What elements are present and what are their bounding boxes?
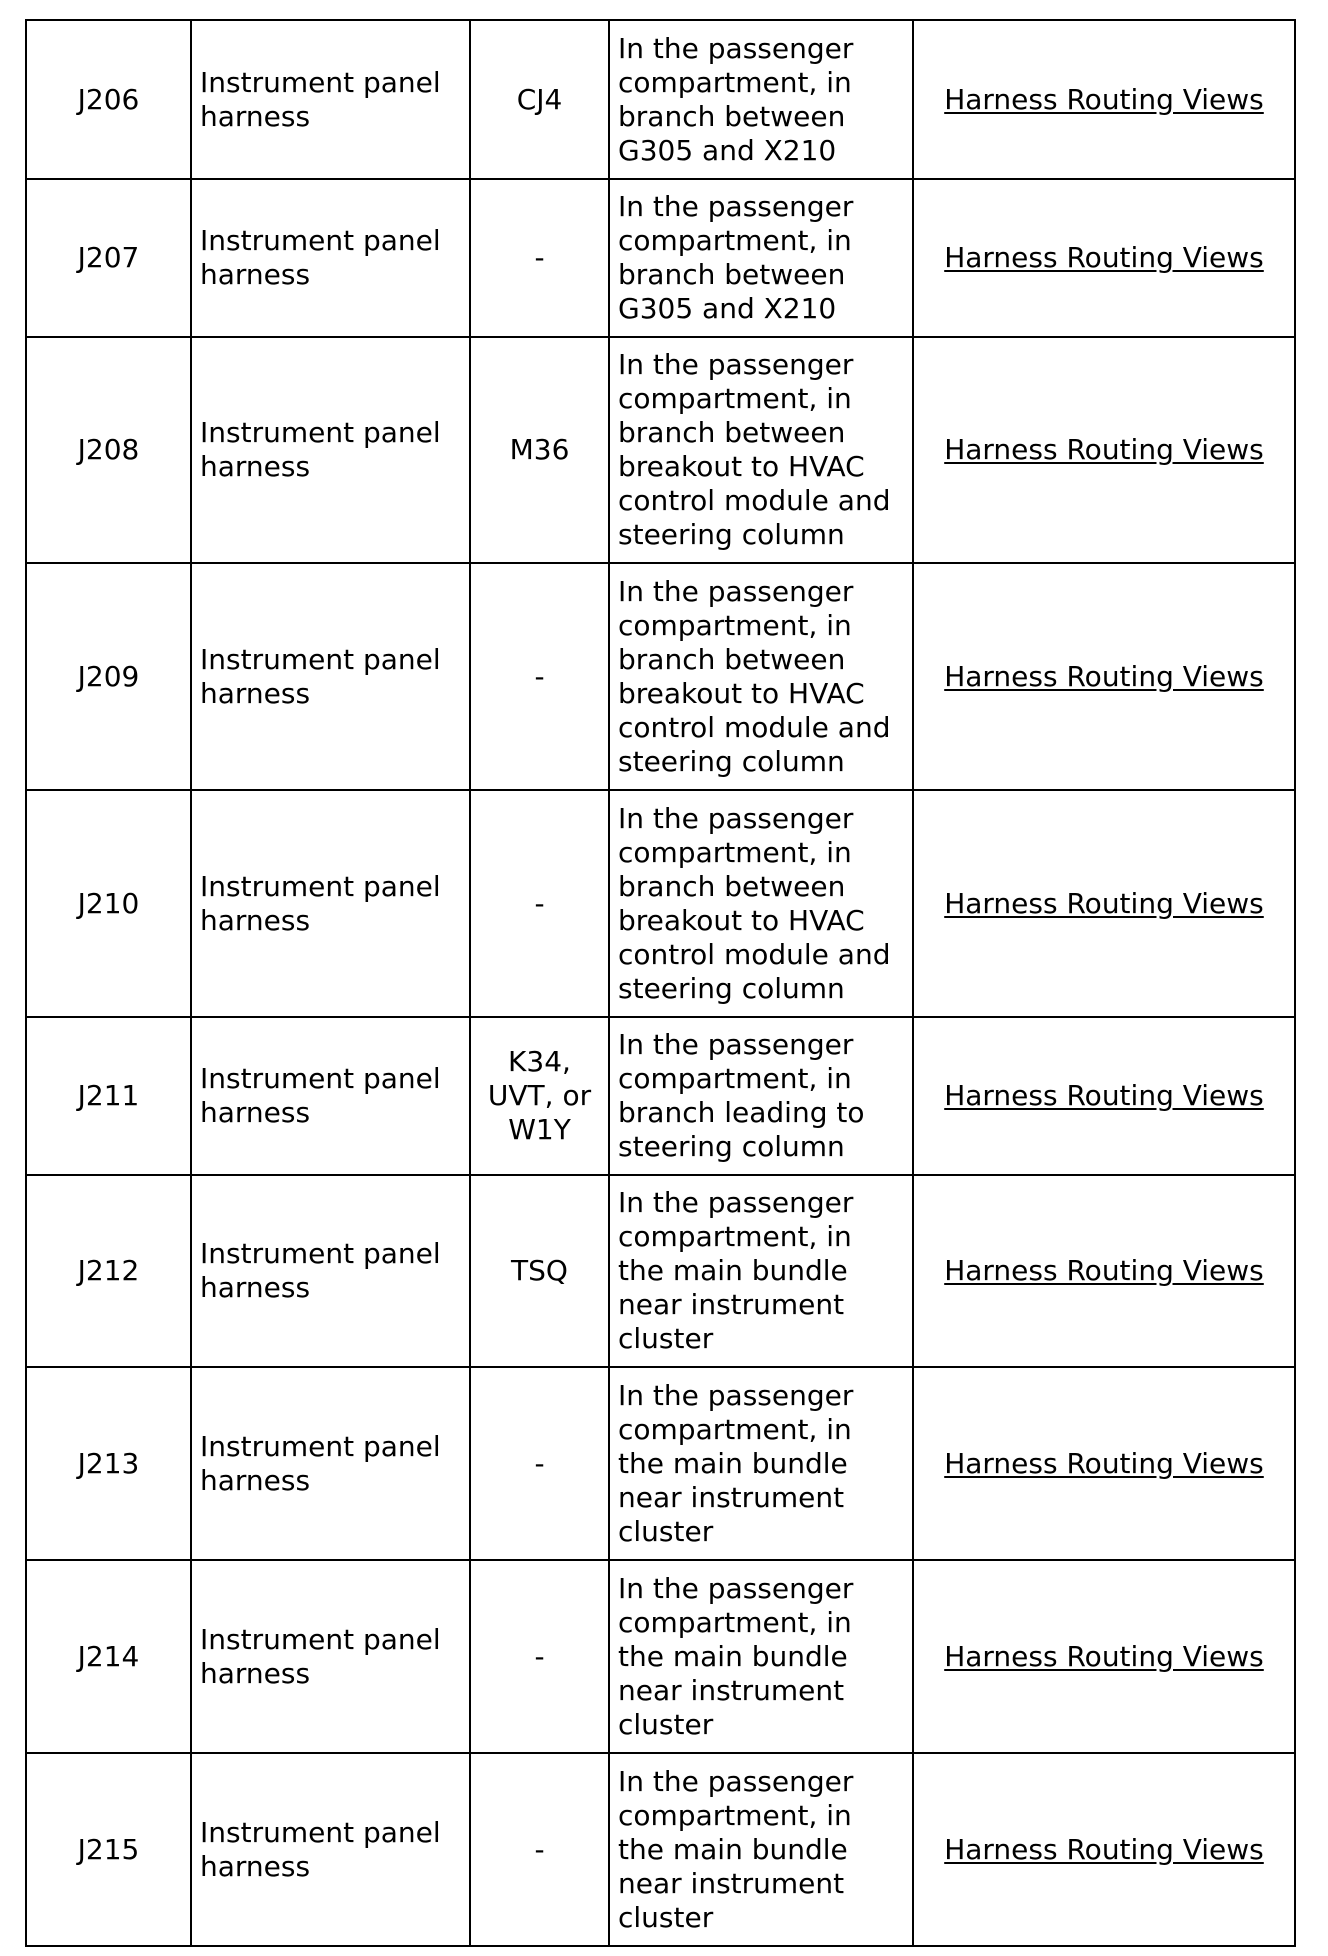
link-cell [913, 1560, 1295, 1753]
table-row [26, 1017, 1295, 1175]
splice-id-cell: J211 [26, 1017, 191, 1175]
link-cell [913, 790, 1295, 1017]
option-cell: - [470, 1367, 609, 1560]
table-row [26, 20, 1295, 179]
table-row [26, 179, 1295, 337]
option-cell: - [470, 1560, 609, 1753]
location-cell: In the passenger compartment, in the main bundle near instrument cluster [609, 1367, 913, 1560]
harness-routing-views-link[interactable]: Harness Routing Views [944, 1446, 1264, 1480]
table-row [26, 563, 1295, 790]
harness-routing-views-link[interactable]: Harness Routing Views [944, 433, 1264, 466]
link-cell [913, 179, 1295, 337]
table-row [26, 1367, 1295, 1560]
location-cell: In the passenger compartment, in branch between G305 and X210 [609, 179, 913, 337]
harness-cell: Instrument panel harness [191, 20, 470, 179]
splice-id-cell: J214 [26, 1560, 191, 1753]
link-cell [913, 1753, 1295, 1946]
splice-id-cell: J210 [26, 790, 191, 1017]
harness-cell: Instrument panel harness [191, 1560, 470, 1753]
table-row [26, 1560, 1295, 1753]
splice-id-cell: J215 [26, 1753, 191, 1946]
link-cell [913, 1367, 1295, 1560]
harness-cell: Instrument panel harness [191, 1753, 470, 1946]
splice-id-cell: J206 [26, 20, 191, 179]
link-cell [913, 1175, 1295, 1367]
harness-cell: Instrument panel harness [191, 1367, 470, 1560]
location-cell: In the passenger compartment, in branch between G305 and X210 [609, 20, 913, 179]
location-cell: In the passenger compartment, in the main bundle near instrument cluster [609, 1560, 913, 1753]
option-cell: CJ4 [470, 20, 609, 179]
harness-routing-views-link[interactable]: Harness Routing Views [944, 1079, 1264, 1112]
splice-location-table [25, 19, 1296, 1947]
harness-routing-views-link[interactable]: Harness Routing Views [944, 241, 1264, 274]
option-cell: - [470, 1753, 609, 1946]
harness-routing-views-link[interactable]: Harness Routing Views [944, 659, 1264, 693]
location-cell: In the passenger compartment, in the main bundle near instrument cluster [609, 1753, 913, 1946]
location-cell: In the passenger compartment, in branch between breakout to HVAC control module and steering column [609, 790, 913, 1017]
harness-routing-views-link[interactable]: Harness Routing Views [944, 886, 1264, 920]
table-row [26, 1175, 1295, 1367]
option-cell: - [470, 790, 609, 1017]
table-row [26, 790, 1295, 1017]
location-cell: In the passenger compartment, in the main bundle near instrument cluster [609, 1175, 913, 1367]
option-cell: K34, UVT, or W1Y [470, 1017, 609, 1175]
harness-routing-views-link[interactable]: Harness Routing Views [944, 1639, 1264, 1673]
option-cell: - [470, 179, 609, 337]
location-cell: In the passenger compartment, in branch between breakout to HVAC control module and steering column [609, 337, 913, 563]
splice-id-cell: J209 [26, 563, 191, 790]
harness-routing-views-link[interactable]: Harness Routing Views [944, 1254, 1264, 1287]
option-cell: M36 [470, 337, 609, 563]
harness-routing-views-link[interactable]: Harness Routing Views [944, 1832, 1264, 1866]
splice-id-cell: J213 [26, 1367, 191, 1560]
harness-cell: Instrument panel harness [191, 179, 470, 337]
option-cell: TSQ [470, 1175, 609, 1367]
link-cell [913, 20, 1295, 179]
harness-cell: Instrument panel harness [191, 337, 470, 563]
link-cell [913, 337, 1295, 563]
location-cell: In the passenger compartment, in branch between breakout to HVAC control module and steering column [609, 563, 913, 790]
harness-cell: Instrument panel harness [191, 1175, 470, 1367]
table-row [26, 337, 1295, 563]
harness-cell: Instrument panel harness [191, 563, 470, 790]
harness-cell: Instrument panel harness [191, 1017, 470, 1175]
table-row [26, 1753, 1295, 1946]
link-cell [913, 563, 1295, 790]
location-cell: In the passenger compartment, in branch leading to steering column [609, 1017, 913, 1175]
option-cell: - [470, 563, 609, 790]
splice-id-cell: J208 [26, 337, 191, 563]
splice-id-cell: J212 [26, 1175, 191, 1367]
harness-routing-views-link[interactable]: Harness Routing Views [944, 82, 1264, 116]
splice-id-cell: J207 [26, 179, 191, 337]
link-cell [913, 1017, 1295, 1175]
harness-cell: Instrument panel harness [191, 790, 470, 1017]
